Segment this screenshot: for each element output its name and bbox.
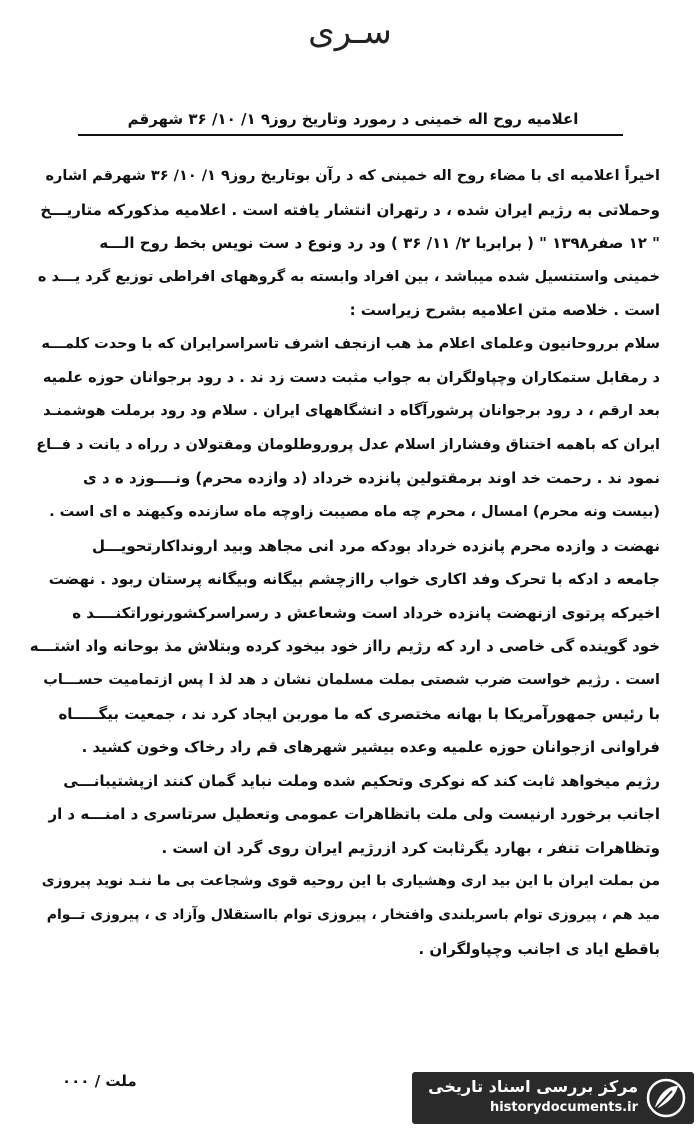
text-line: ایران که باهمه اختناق وفشاراز اسلام عدل پروروطلومان ومقتولان د رراه د یانت د فــاع [36,436,660,453]
text-line: خود گوینده گی خاصی د ارد که رژیم رااز خود بیخود کرده وبتلاش مذ بوحانه واد اشتـــه [29,637,660,656]
text-line: باقطع ایاد ی اجانب وچپاولگران . [418,939,660,958]
paragraph-movement [30,530,660,765]
text-line: نهضت د وازده محرم پانزده خرداد بودکه مرد انی مجاهد وبید ارونداکارتحویـــل [91,536,660,555]
text-line: سلام برروحانیون وعلمای اعلام مذ هب ازنجف اشرف تاسراسرایران که با وحدت کلمـــه [41,335,660,352]
document-body [30,160,660,966]
text-line: اخیرکه پرتوی ازنهضت پانزده خرداد است وشعاعش د رسراسرکشورنوراتکنــــد ه [72,603,660,622]
text-line: من بملت ایران با این بید اری وهشیاری با این روحیه قوی وشجاعت بی ما ننـد نوید پیروزی [41,873,660,890]
text-line: با رئیس جمهورآمریکا با بهانه مختصری که ما موربن ایجاد کرد ند ، جمعیت بیگـــــاه [58,704,660,723]
watermark-org-name: مرکز بررسی اسناد تاریخی [428,1077,638,1096]
text-line: است . رژیم خواست ضرب شصتی بملت مسلمان نشان د هد لذ ا پس ازتمامیت حســـاب [43,671,660,688]
text-line: جامعه د ادکه با تحرک وفد اکاری خواب راازچشم بیگانه وبیگانه پرستان ربود . نهضت [48,570,660,589]
paragraph-greetings [30,328,660,530]
text-line: نمود ند . رحمت خد اوند برمقتولین پانزده خرداد (د وازده محرم) ونــــوزد ه د ی [82,469,660,488]
text-line: فراوانی ازجوانان حوزه علمیه وعده بیشیر شهرهاى قم راد رخاک وخون کشید . [81,738,660,757]
text-line: " ۱۲ صفر۱۳۹۸ " ( برابربا ۲/ ۱۱/ ۳۶ ) ود رد ونوع د ست نویس بخط روح الـــه [99,234,660,253]
quill-logo-icon [646,1078,686,1118]
archive-watermark[interactable] [412,1072,694,1124]
text-line: مید هم ، پیروزی توام باسربلندی وافتخار ، پیروزی توام بااستقلال وآزاد ی ، پیروزی تــوام [46,907,660,924]
text-line: (بیست ونه محرم) امسال ، محرم چه ماه مصیبت زاوچه ماه سازنده وکیهند ه ای است . [49,503,660,520]
text-line: وتظاهرات تنفر ، بهارد یگرثابت کرد ازرژیم ایران روی گرد ان است . [161,838,660,857]
text-line: اخیراً اعلامیه ای با مضاء روح اله خمینی که د رآن بوتاریخ روز۹ ۱/ ۱۰/ ۳۶ شهرقم اشاره [45,168,660,184]
subject-underline [78,134,623,136]
watermark-url: historydocuments.ir [489,1100,638,1115]
text-line: است . خلاصه متن اعلامیه بشرح زیراست : [349,301,660,320]
paragraph-regime [30,765,660,866]
text-line: اجانب برخورد ارنیست ولی ملت باتظاهرات عمومی وتعطیل سرتاسری د امنـــه د ار [48,805,660,824]
text-line: وحملاتی به رژیم ایران شده ، د رتهران انتشار یافته است . اعلامیه مذکورکه متاریـــخ [40,200,660,219]
document-subject: اعلامیه روح اله خمینی د رمورد وتاریخ روز۹ ۱/ ۱۰/ ۳۶ شهرقم [127,110,579,128]
text-line: بعد ارقم ، د رود برجوانان پرشورآگاه د انشگاههای ایران . سلام ود رود برملت هوشمنـد [43,403,660,420]
classification-heading: سـرى [308,12,392,52]
text-line: د رمقابل ستمکاران وچپاولگران به جواب مثبت دست زد ند . د رود برجوانان حوزه علمیه [42,369,660,386]
document-signature: ملت / ۰۰۰ [62,1072,137,1090]
paragraph-intro [30,160,660,328]
text-line: خمینی واستنسیل شده میباشد ، بین افراد وابسته به گروههای افراطی توزیع گرد یـــد ه [37,268,660,285]
paragraph-closing [30,865,660,966]
text-line: رژیم میخواهد ثابت کند که نوکری وتحکیم شده وملت نباید گمان کنند ازپشتیبانـــی [63,771,660,790]
